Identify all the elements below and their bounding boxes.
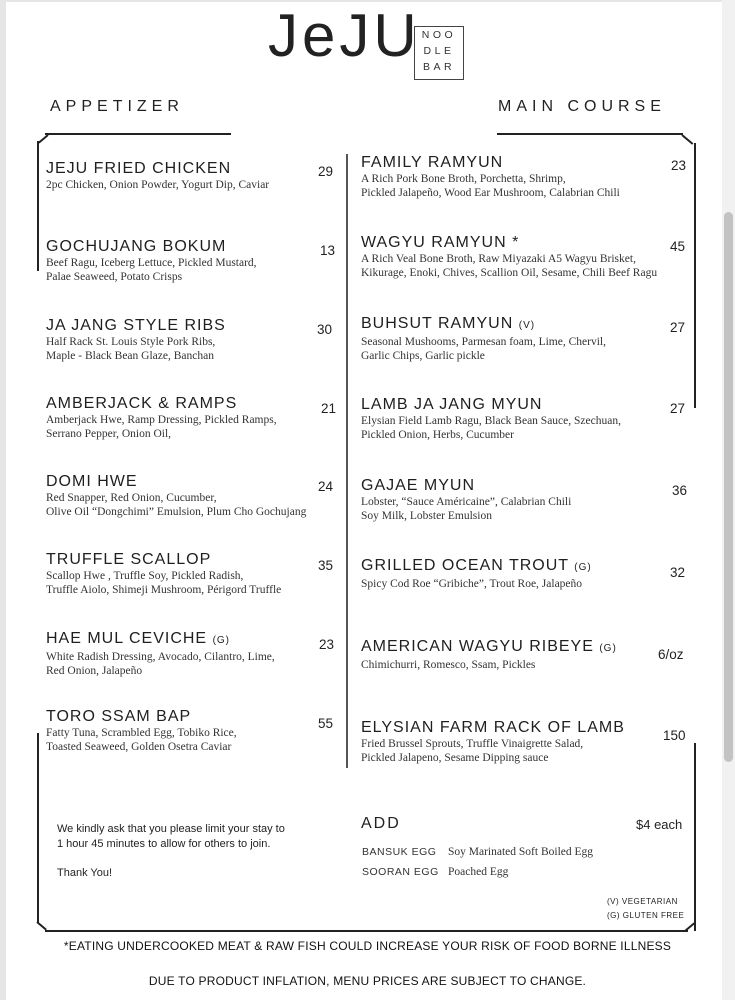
appetizer-item — [46, 630, 275, 678]
item-description: Beef Ragu, Iceberg Lettuce, Pickled Mustard, — [46, 257, 257, 269]
main-course-item — [361, 396, 621, 442]
item-description: Pickled Jalapeno, Sesame Dipping sauce — [361, 752, 549, 764]
item-price: 150 — [663, 728, 686, 743]
item-price: 30 — [317, 322, 333, 337]
item-name: WAGYU RAMYUN * — [361, 234, 520, 251]
main-course-item — [361, 315, 606, 363]
item-description: Fatty Tuna, Scrambled Egg, Tobiko Rice, — [46, 727, 237, 739]
dietary-tag: (G) — [599, 643, 617, 654]
item-name-text: AMERICAN WAGYU RIBEYE — [361, 638, 594, 655]
item-description: A Rich Pork Bone Broth, Porchetta, Shrimp, — [361, 173, 566, 185]
stay-limit-note — [57, 822, 285, 881]
logo-box — [414, 26, 464, 80]
frame-bottom-rule — [45, 930, 688, 932]
note-line: We kindly ask that you please limit your stay to — [57, 823, 285, 835]
item-description: Olive Oil “Dongchimi” Emulsion, Plum Cho Gochujang — [46, 506, 307, 518]
item-description: 2pc Chicken, Onion Powder, Yogurt Dip, Caviar — [46, 179, 270, 191]
item-price: 6/oz — [658, 647, 684, 662]
item-price: 24 — [318, 479, 334, 494]
item-price: 29 — [318, 164, 334, 179]
legend-vegetarian: (V) VEGETARIAN — [607, 897, 678, 906]
item-description: Garlic Chips, Garlic pickle — [361, 350, 485, 362]
appetizer-item — [46, 395, 277, 441]
main-course-item — [361, 154, 620, 200]
section-appetizer-title: APPETIZER — [50, 98, 184, 115]
item-name-text: HAE MUL CEVICHE — [46, 630, 208, 647]
item-price: 36 — [672, 483, 688, 498]
item-description: Lobster, “Sauce Américaine”, Calabrian Chili — [361, 496, 572, 508]
item-description: Maple - Black Bean Glaze, Banchan — [46, 350, 214, 362]
frame-left-side-upper — [37, 141, 39, 271]
item-description: Seasonal Mushooms, Parmesan foam, Lime, Chervil, — [361, 336, 606, 348]
item-name: LAMB JA JANG MYUN — [361, 396, 543, 413]
item-description: Soy Milk, Lobster Emulsion — [361, 510, 492, 522]
item-name-text: BUHSUT RAMYUN — [361, 315, 514, 332]
item-price: 27 — [670, 320, 686, 335]
item-name: TORO SSAM BAP — [46, 708, 192, 725]
item-description: Palae Seaweed, Potato Crisps — [46, 271, 183, 283]
item-description: Red Snapper, Red Onion, Cucumber, — [46, 492, 217, 504]
legend-gluten-free: (G) GLUTEN FREE — [607, 911, 685, 920]
item-price: 55 — [318, 716, 334, 731]
appetizer-item — [46, 708, 237, 754]
item-description: A Rich Veal Bone Broth, Raw Miyazaki A5 Wagyu Brisket, — [361, 253, 636, 265]
main-course-item — [361, 477, 571, 523]
add-on-name: SOORAN EGG — [362, 866, 439, 878]
item-description: Pickled Jalapeño, Wood Ear Mushroom, Calabrian Chili — [361, 187, 620, 199]
item-name — [361, 315, 606, 335]
add-on-item — [362, 846, 593, 858]
item-name — [46, 630, 275, 650]
item-description: Half Rack St. Louis Style Pork Ribs, — [46, 336, 216, 348]
item-name: TRUFFLE SCALLOP — [46, 551, 212, 568]
dietary-tag: (G) — [574, 562, 592, 573]
logo-box-line: DLE — [423, 45, 455, 57]
section-main-course-title: MAIN COURSE — [498, 98, 666, 115]
item-description: Spicy Cod Roe “Gribiche”, Trout Roe, Jalapeño — [361, 578, 583, 590]
column-divider — [346, 154, 348, 768]
item-name: JA JANG STYLE RIBS — [46, 317, 226, 334]
frame-right-side-upper — [694, 143, 696, 408]
add-on-item — [362, 866, 508, 878]
frame-left-top-rule — [45, 133, 231, 135]
item-description: Scallop Hwe , Truffle Soy, Pickled Radish, — [46, 570, 244, 582]
dietary-tag: (G) — [212, 635, 231, 646]
appetizer-item — [46, 238, 257, 284]
item-name — [361, 638, 617, 658]
price-change-notice: DUE TO PRODUCT INFLATION, MENU PRICES ARE SUBJECT TO CHANGE. — [148, 974, 587, 988]
item-description: Pickled Onion, Herbs, Cucumber — [361, 429, 514, 441]
item-name: GAJAE MYUN — [361, 477, 476, 494]
scrollbar-thumb[interactable] — [724, 212, 733, 762]
appetizer-item — [46, 160, 269, 192]
appetizer-item — [46, 473, 306, 519]
main-course-item — [361, 719, 625, 765]
item-description: Elysian Field Lamb Ragu, Black Bean Sauce, Szechuan, — [361, 415, 621, 427]
item-price: 23 — [671, 158, 687, 173]
item-price: 32 — [670, 565, 686, 580]
item-name: FAMILY RAMYUN — [361, 154, 504, 171]
item-price: 45 — [670, 239, 686, 254]
logo-box-line: BAR — [422, 61, 456, 73]
item-price: 27 — [670, 401, 686, 416]
item-description: Amberjack Hwe, Ramp Dressing, Pickled Ramps, — [46, 414, 277, 426]
frame-right-side-lower — [694, 743, 696, 931]
add-ons-title: ADD — [361, 815, 401, 832]
dietary-tag: (V) — [518, 320, 536, 331]
item-description: Truffle Aiolo, Shimeji Mushroom, Périgord Truffle — [46, 584, 282, 596]
item-name: ELYSIAN FARM RACK OF LAMB — [361, 719, 625, 736]
add-on-description: Poached Egg — [448, 866, 509, 878]
add-ons-price: $4 each — [636, 817, 683, 832]
item-price: 35 — [318, 558, 334, 573]
appetizer-item — [46, 317, 226, 363]
note-line: 1 hour 45 minutes to allow for others to join. — [57, 838, 271, 850]
add-on-description: Soy Marinated Soft Boiled Egg — [448, 846, 594, 858]
item-description: Serrano Pepper, Onion Oil, — [46, 428, 172, 440]
item-price: 13 — [320, 243, 336, 258]
item-description: Kikurage, Enoki, Chives, Scallion Oil, Sesame, Chili Beef Ragu — [361, 267, 658, 279]
item-description: White Radish Dressing, Avocado, Cilantro, Lime, — [46, 651, 275, 663]
frame-right-top-rule — [497, 133, 683, 135]
main-course-item — [361, 234, 657, 280]
item-description: Fried Brussel Sprouts, Truffle Vinaigrette Salad, — [361, 738, 584, 750]
item-description: Toasted Seaweed, Golden Osetra Caviar — [46, 741, 232, 753]
raw-food-warning: *EATING UNDERCOOKED MEAT & RAW FISH COULD INCREASE YOUR RISK OF FOOD BORNE ILLNESS — [63, 939, 672, 953]
item-name-text: GRILLED OCEAN TROUT — [361, 557, 569, 574]
item-price: 21 — [321, 401, 337, 416]
appetizer-item — [46, 551, 281, 597]
main-course-item — [361, 638, 617, 672]
item-name: JEJU FRIED CHICKEN — [46, 160, 232, 177]
item-name — [361, 557, 592, 577]
frame-left-side-lower — [37, 733, 39, 923]
add-on-name: BANSUK EGG — [362, 846, 437, 858]
note-thanks: Thank You! — [57, 867, 113, 879]
main-course-item — [361, 557, 592, 591]
item-name: GOCHUJANG BOKUM — [46, 238, 227, 255]
item-name: DOMI HWE — [46, 473, 138, 490]
item-description: Chimichurri, Romesco, Ssam, Pickles — [361, 659, 536, 671]
logo-box-line: NOO — [421, 29, 457, 41]
item-description: Red Onion, Jalapeño — [46, 665, 143, 677]
item-name: AMBERJACK & RAMPS — [46, 395, 238, 412]
item-price: 23 — [319, 637, 335, 652]
logo-wordmark: JeJU — [268, 2, 421, 69]
